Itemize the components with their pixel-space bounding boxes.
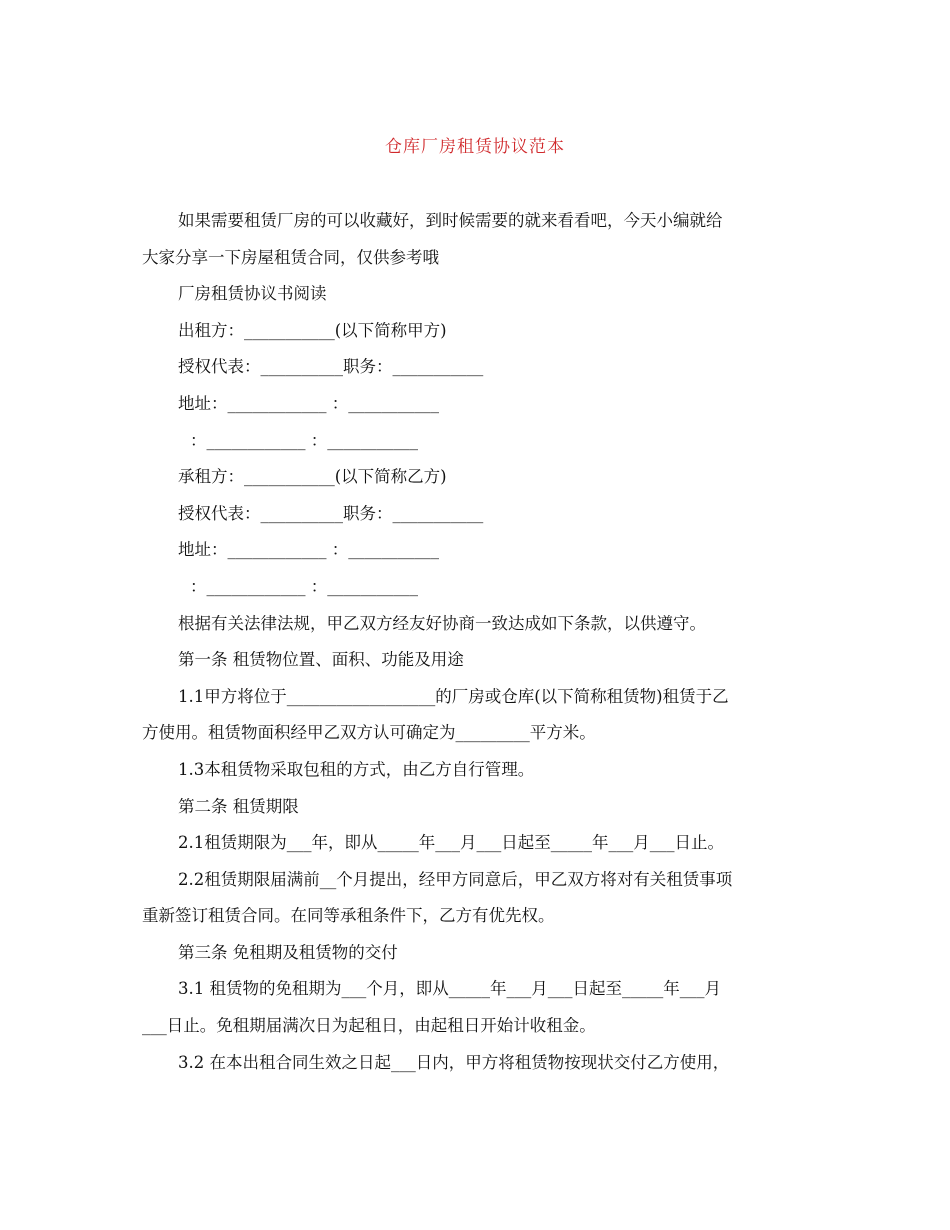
clause-3-1-line-1: 3.1 租赁物的免租期为___个月，即从_____年___月___日起至_____年___月: [178, 979, 721, 999]
article-2-heading: 第二条 租赁期限: [178, 796, 299, 816]
lessee-contact-line: ：____________ ：___________: [190, 576, 418, 596]
lessor-line: 出租方：___________(以下简称甲方): [178, 320, 447, 340]
clause-1-1-line-2: 方使用。租赁物面积经甲乙双方认可确定为_________平方米。: [142, 723, 596, 743]
intro-line-1: 如果需要租赁厂房的可以收藏好，到时候需要的就来看看吧，今天小编就给: [178, 211, 723, 230]
document-body: [142, 203, 814, 1081]
clause-3-1-line-2: ___日止。免租期届满次日为起租日，由起租日开始计收租金。: [142, 1016, 596, 1036]
section-heading: 厂房租赁协议书阅读: [178, 284, 327, 304]
lessor-address-line: 地址：____________ ：___________: [178, 393, 439, 413]
lessee-address-line: 地址：____________ ：___________: [178, 540, 439, 560]
intro-line-2: 大家分享一下房屋租赁合同，仅供参考哦: [142, 247, 439, 267]
agreement-basis-line: 根据有关法律法规，甲乙双方经友好协商一致达成如下条款，以供遵守。: [178, 613, 706, 633]
clause-2-2-line-1: 2.2租赁期限届满前__个月提出，经甲方同意后，甲乙双方将对有关租赁事项: [178, 869, 733, 889]
document-title: 仓库厂房租赁协议范本: [385, 137, 565, 157]
clause-3-2-line-1: 3.2 在本出租合同生效之日起___日内，甲方将租赁物按现状交付乙方使用，: [178, 1052, 730, 1072]
article-1-heading: 第一条 租赁物位置、面积、功能及用途: [178, 650, 464, 670]
lessee-line: 承租方：___________(以下简称乙方): [178, 467, 447, 487]
clause-2-1-line: 2.1租赁期限为___年，即从_____年___月___日起至_____年___月___日止。: [178, 833, 724, 853]
lessee-representative-line: 授权代表：__________职务：___________: [178, 503, 484, 523]
lessor-representative-line: 授权代表：__________职务：___________: [178, 357, 484, 377]
lessor-contact-line: ：____________ ：___________: [190, 430, 418, 450]
clause-1-1-line-1: 1.1甲方将位于__________________的厂房或仓库(以下简称租赁物)租赁于乙: [178, 686, 729, 706]
clause-2-2-line-2: 重新签订租赁合同。在同等承租条件下，乙方有优先权。: [142, 906, 555, 926]
clause-1-3-line: 1.3本租赁物采取包租的方式，由乙方自行管理。: [178, 759, 535, 779]
article-3-heading: 第三条 免租期及租赁物的交付: [178, 942, 398, 962]
